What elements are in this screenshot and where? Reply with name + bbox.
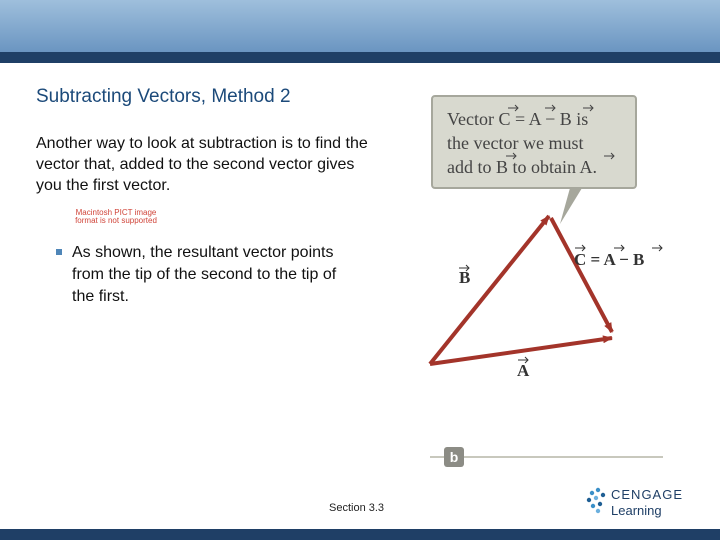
label-B: B [459, 268, 471, 287]
vector-C-arrow [551, 218, 612, 332]
footer-bar [0, 529, 720, 540]
vector-B-arrow [430, 216, 549, 364]
bullet-item [56, 242, 356, 308]
label-A: A [517, 361, 530, 380]
cengage-logo [585, 484, 695, 520]
callout-line-1: Vector C = A − B is [447, 109, 589, 129]
bullet-square-icon [56, 249, 62, 255]
panel-letter: b [449, 449, 459, 465]
callout-line-2: the vector we must [447, 133, 584, 153]
bullet-text: As shown, the resultant vector points from the tip of the second to the tip of the first. [72, 244, 337, 305]
over-arrow-icon [652, 245, 662, 251]
header-gradient-band [0, 0, 720, 52]
callout-box [432, 96, 636, 224]
callout-line-3: add to B to obtain A. [447, 157, 597, 177]
intro-paragraph: Another way to look at subtraction is to find the vector that, added to the second vector gives you the first vector. [36, 135, 368, 194]
header-bar [0, 52, 720, 63]
cengage-dots-icon [587, 488, 605, 513]
vector-subtraction-figure [420, 92, 680, 472]
unsupported-image-placeholder: Macintosh PICT image format is not supported [75, 208, 157, 225]
brand-line-2: Learning [611, 503, 662, 518]
brand-line-1: CENGAGE [611, 487, 684, 502]
label-C-equation: C = A − B [574, 250, 645, 269]
section-footer: Section 3.3 [329, 502, 385, 514]
slide-title: Subtracting Vectors, Method 2 [36, 86, 291, 107]
